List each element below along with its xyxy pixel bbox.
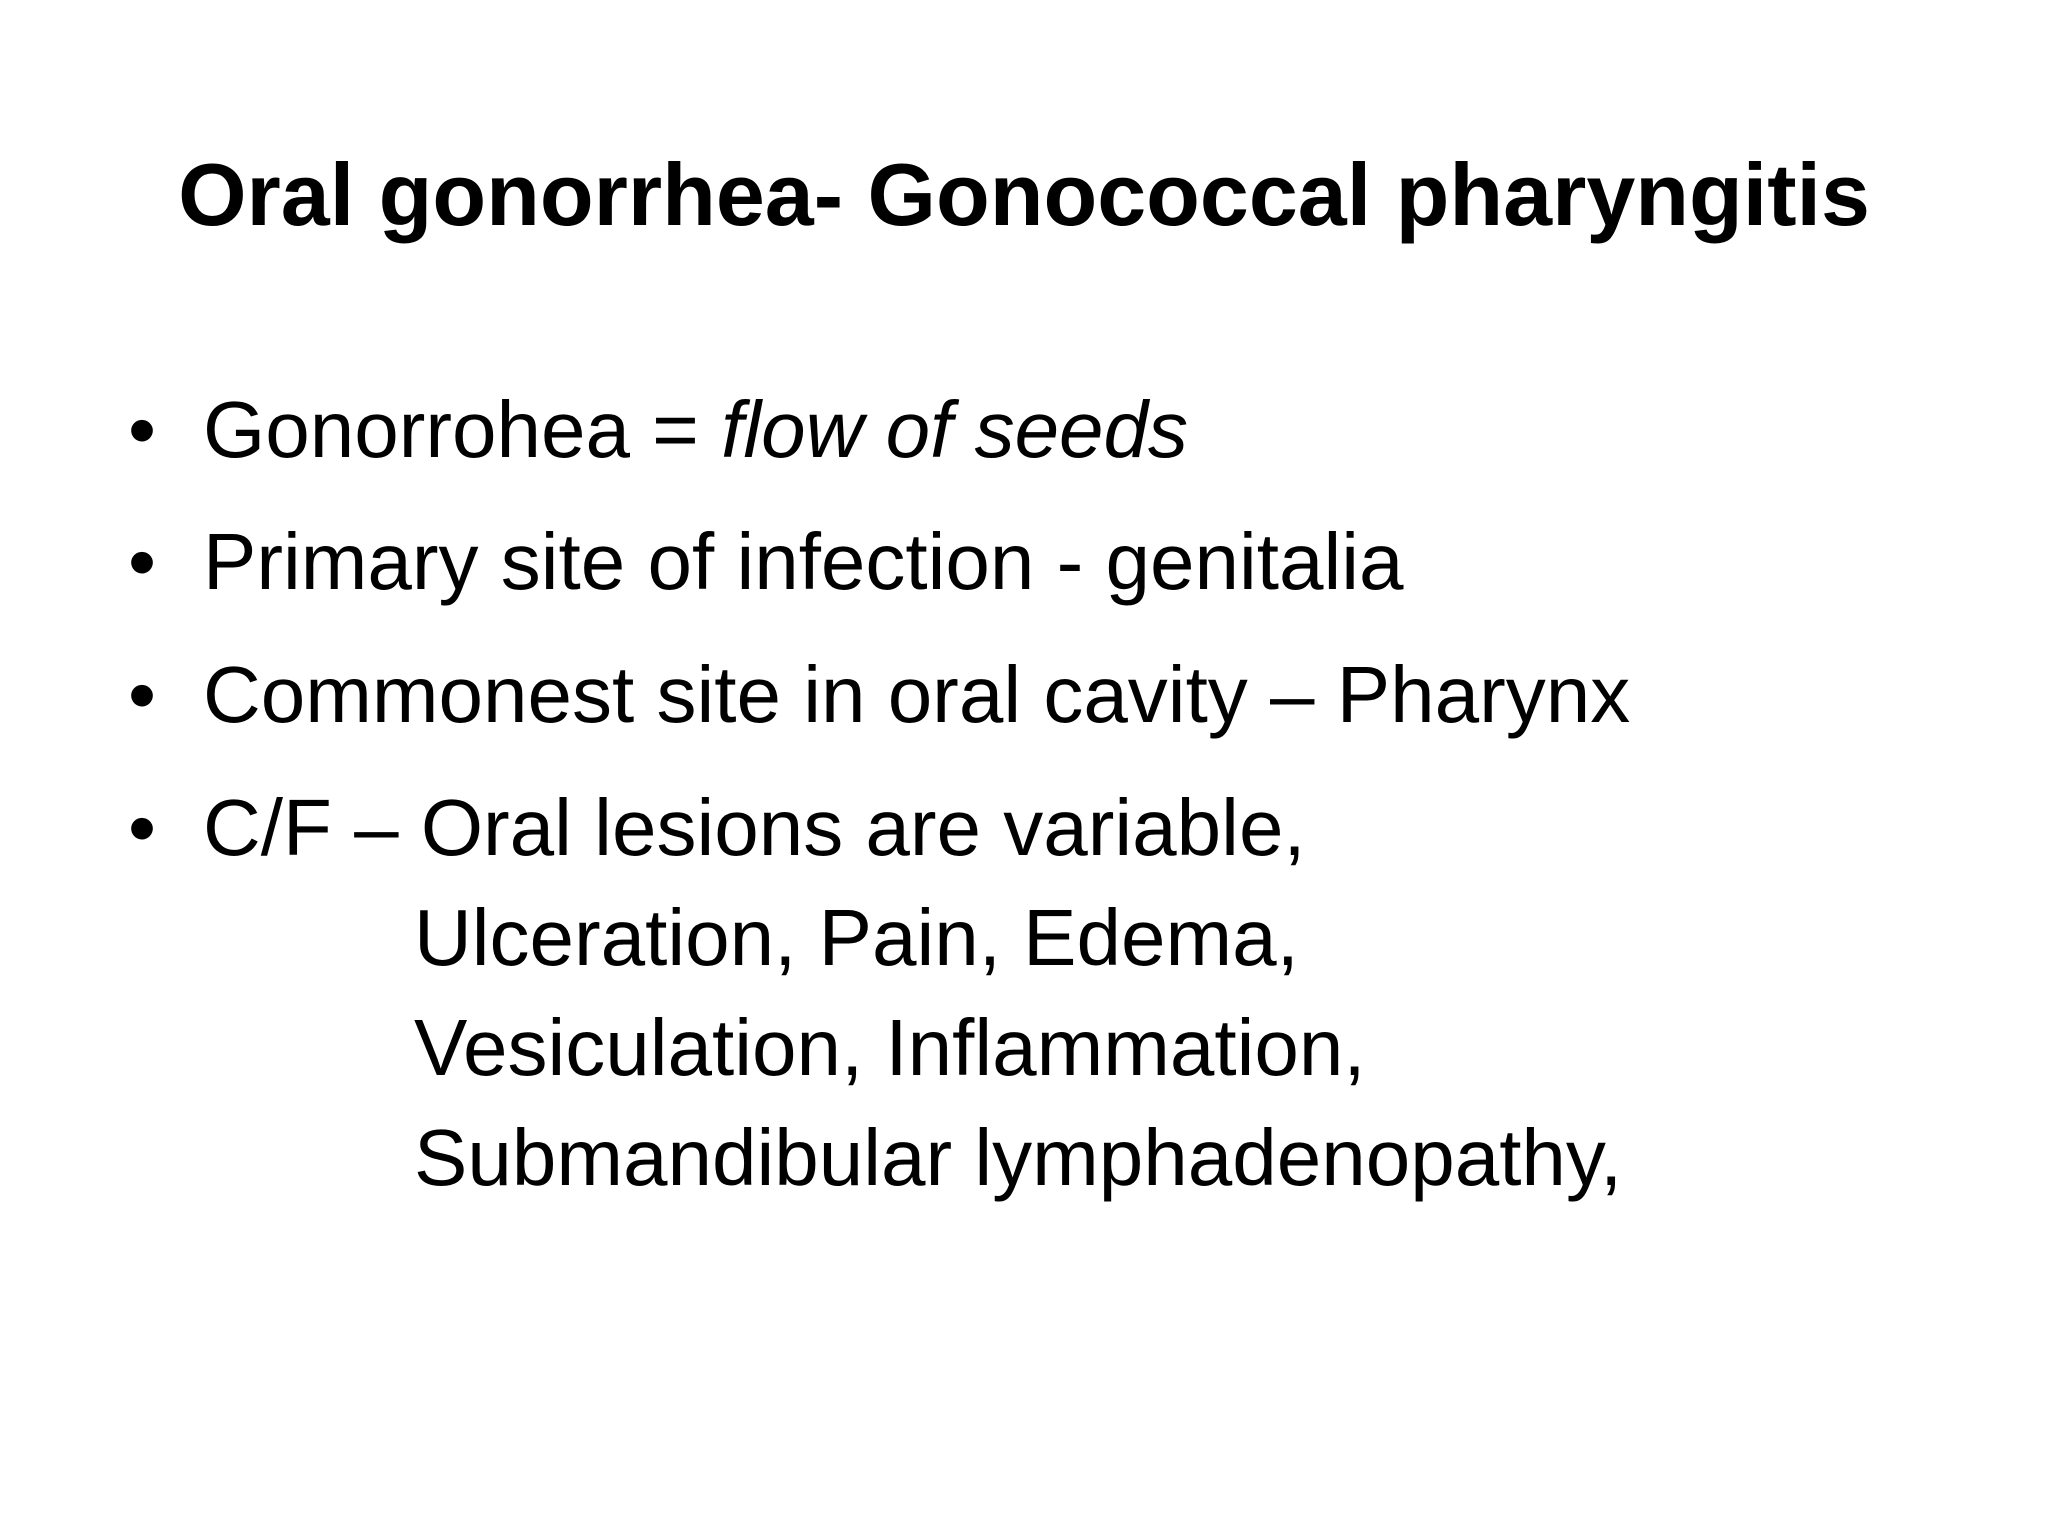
bullet-dot: • xyxy=(128,385,157,474)
bullet-continuation-line: Ulceration, Pain, Edema, xyxy=(414,893,1299,982)
bullet-text xyxy=(203,380,1188,480)
slide-title: Oral gonorrhea- Gonococcal pharyngitis xyxy=(178,145,1870,244)
bullet-continuation-line: Submandibular lymphadenopathy, xyxy=(414,1113,1623,1202)
bullet-continuation-line: Vesiculation, Inflammation, xyxy=(414,1003,1366,1092)
bullet-dot: • xyxy=(128,517,157,606)
bullet-text: Primary site of infection - genitalia xyxy=(203,517,1404,606)
bullet-text-plain: Gonorrohea = xyxy=(203,385,722,474)
bullet-dot: • xyxy=(128,783,157,872)
bullet-text: Commonest site in oral cavity – Pharynx xyxy=(203,650,1631,739)
bullet-text-emphasis: flow of seeds xyxy=(721,385,1189,474)
bullet-text: C/F – Oral lesions are variable, xyxy=(203,783,1306,872)
bullet-dot: • xyxy=(128,650,157,739)
